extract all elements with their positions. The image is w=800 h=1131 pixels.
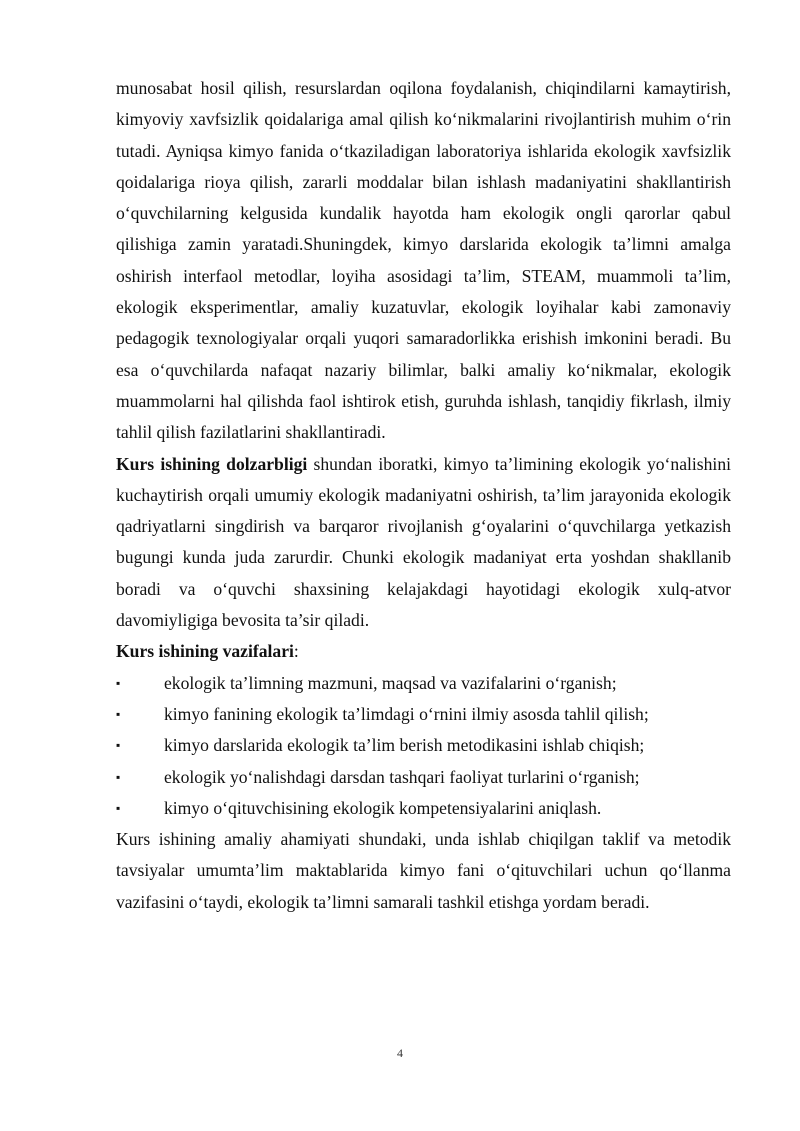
square-bullet-icon: ▪: [116, 675, 121, 690]
tasks-heading-line: [116, 636, 731, 667]
list-item: [116, 793, 731, 824]
list-item: [116, 730, 731, 761]
square-bullet-icon: ▪: [116, 769, 121, 784]
square-bullet-icon: ▪: [116, 706, 121, 721]
page-number: 4: [397, 1046, 403, 1060]
list-item: [116, 668, 731, 699]
list-item: [116, 762, 731, 793]
relevance-heading: Kurs ishining dolzarbligi: [116, 453, 308, 474]
square-bullet-icon: ▪: [116, 800, 121, 815]
list-item-text: kimyo o‘qituvchisining ekologik kompetensiyalarini aniqlash.: [164, 797, 602, 818]
list-item-text: kimyo fanining ekologik ta’limdagi o‘rnini ilmiy asosda tahlil qilish;: [164, 703, 649, 724]
relevance-text: shundan iboratki, kimyo ta’limining ekologik yo‘nalishini kuchaytirish orqali umumiy ekologik madaniyatni oshirish, ta’lim jarayonida ekologik qadriyatlarni singdirish va barqaror rivojlanish g‘oyalarini o‘quvchilarga yetkazish bugungi kunda juda zarurdir. Chunki ekologik madaniyat erta yoshdan shakllanib boradi va o‘quvchi shaxsining kelajakdagi hayotidagi ekologik xulq-atvor davomiyligiga bevosita ta’sir qiladi.: [116, 453, 732, 631]
list-item-text: kimyo darslarida ekologik ta’lim berish metodikasini ishlab chiqish;: [164, 735, 645, 756]
tasks-list: [116, 668, 731, 824]
tasks-heading-colon: :: [293, 641, 299, 662]
practical-paragraph: Kurs ishining amaliy ahamiyati shundaki, unda ishlab chiqilgan taklif va metodik tavsiyalar umumta’lim maktablarida kimyo fani o‘qituvchilari uchun qo‘llanma vazifasini o‘taydi, ekologik ta’limni samarali tashkil etishga yordam beradi.: [116, 829, 731, 912]
page-content: [116, 73, 731, 918]
tasks-heading: Kurs ishining vazifalari: [116, 641, 294, 662]
list-item: [116, 699, 731, 730]
square-bullet-icon: ▪: [116, 738, 121, 753]
intro-paragraph: munosabat hosil qilish, resurslardan oqilona foydalanish, chiqindilarni kamaytirish, kimyoviy xavfsizlik qoidalariga amal qilish ko‘nikmalarini rivojlantirish muhim o‘rin tutadi. Ayniqsa kimyo fanida o‘tkaziladigan laboratoriya ishlarida ekologik xavfsizlik qoidalariga rioya qilish, zararli moddalar bilan ishlash madaniyatini shakllantirish o‘quvchilarning kelgusida kundalik hayotda ham ekologik ongli qarorlar qabul qilishiga zamin yaratadi.Shuningdek, kimyo darslarida ekologik ta’limni amalga oshirish interfaol metodlar, loyiha asosidagi ta’lim, STEAM, muammoli ta’lim, ekologik eksperimentlar, amaliy kuzatuvlar, ekologik loyihalar kabi zamonaviy pedagogik texnologiyalar orqali yuqori samaradorlikka erishish imkonini beradi. Bu esa o‘quvchilarda nafaqat nazariy bilimlar, balki amaliy ko‘nikmalar, ekologik muammolarni hal qilishda faol ishtirok etish, guruhda ishlash, tanqidiy fikrlash, ilmiy tahlil qilish fazilatlarini shakllantiradi.: [116, 78, 731, 443]
list-item-text: ekologik ta’limning mazmuni, maqsad va vazifalarini o‘rganish;: [164, 672, 617, 693]
relevance-paragraph: [116, 449, 731, 637]
list-item-text: ekologik yo‘nalishdagi darsdan tashqari faoliyat turlarini o‘rganish;: [164, 766, 640, 787]
